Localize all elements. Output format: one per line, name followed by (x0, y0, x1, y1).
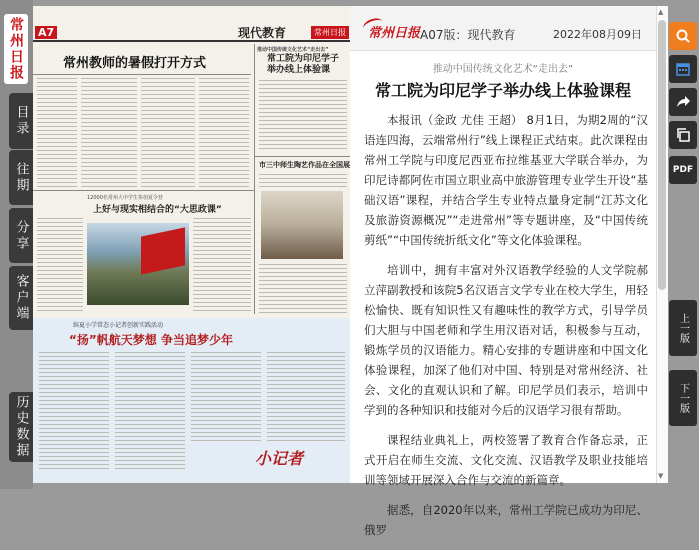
sidebar-item-app[interactable]: 客户端 (9, 266, 33, 330)
calendar-icon (675, 61, 691, 77)
article-panel (350, 6, 656, 537)
paper-band-kicker: 缤夏小学常态小记者创新实践活动 (73, 322, 164, 329)
sidebar-item-contents[interactable]: 目录 (9, 93, 33, 149)
share-icon (675, 94, 691, 110)
paper-header (33, 6, 351, 42)
article-paragraph: 本报讯（金政 尤佳 王超） 8月1日，为期2周的“汉语连四海，云端常州行”线上课程正式结束。此次课程由常州工学院与印度尼西亚布拉维基亚大学联合举办，为印尼诗都阿佐市国立职业高中旅游管理专业学生开设“基础汉语”课程，并结合学生专业特点量身定制“江苏文化及旅游资源概况”“走进常州”等专题讲座，及“中国传统剪纸”“中国传统折纸文化”等文化体验课程。 (364, 113, 648, 247)
pdf-button[interactable] (669, 156, 697, 184)
pdf-icon: PDF (672, 165, 694, 175)
paper-sub2[interactable]: 市三中师生陶艺作品在全国展 (259, 161, 350, 169)
prev-page-button[interactable] (669, 300, 697, 356)
article-logo-text: 常州日报 (368, 26, 421, 41)
share-button[interactable] (669, 88, 697, 116)
sidebar-item-archive[interactable]: 往期 (9, 150, 33, 205)
copy-button[interactable] (669, 121, 697, 149)
brand-logo[interactable]: 常州日报 (4, 14, 28, 84)
paper-sub3[interactable]: 上好与现实相结合的“大思政课” (93, 205, 222, 215)
article-paragraph: 培训中，拥有丰富对外汉语教学经验的人文学院郝立萍副教授和该院5名汉语言文学专业在校大学生，用轻松愉快、既有知识性又有趣味性的教学方式，引导学员们大胆与中国老师和学生用汉语对话，积极参与互动，锻炼学员的汉语能力。精心安排的专题讲座和中国文化体验课程，加深了他们对中国、特别是对常州经济、社会、文化的直观认识和了解。印尼学员们表示，培训中学到的各种知识和技能对今后的汉语学习很有帮助。 (364, 263, 648, 417)
article-paragraph: 课程结业典礼上，两校签署了教育合作备忘录，正式开启在师生交流、文化交流、汉语教学及职业技能培训等领域开展深入合作与交流的新篇章。 (364, 433, 648, 487)
next-page-label: 下一版 (677, 383, 689, 413)
paper-photo-pottery (261, 191, 343, 259)
paper-sub3-kicker: 12000名常州大中学生参加夏令营 (87, 195, 163, 201)
next-page-button[interactable] (669, 370, 697, 426)
article-kicker: 推动中国传统文化艺术“走出去” (432, 64, 574, 75)
article-paragraph: 据悉，自2020年以来，常州工学院已成功为印尼、俄罗 (364, 503, 648, 537)
edition-date: 2022年08月09日 (553, 28, 642, 41)
sidebar-item-history[interactable]: 历史数据 (9, 392, 33, 462)
paper-band-headline[interactable]: “扬”帆航天梦想 争当追梦少年 (69, 333, 233, 347)
paper-sub1-kicker: 推动中国传统文化艺术“走出去” (257, 47, 329, 53)
scroll-down-icon[interactable]: ▼ (658, 472, 664, 480)
paper-masthead: 常州日报 (311, 26, 349, 39)
reporter-brand-logo: 小记者 (255, 449, 304, 468)
copy-icon (675, 127, 691, 143)
paper-sub1[interactable]: 常工院为印尼学子举办线上体验课 (267, 54, 340, 75)
sidebar-item-share[interactable]: 分享 (9, 208, 33, 263)
scrollbar-thumb[interactable] (658, 20, 666, 290)
article-body (364, 110, 648, 550)
page-code: A7 (35, 26, 57, 39)
edition-label: A07版：现代教育 (420, 28, 516, 42)
search-button[interactable] (669, 22, 697, 50)
article-header (350, 6, 656, 51)
newspaper-page[interactable] (33, 6, 351, 483)
prev-page-label: 上一版 (677, 313, 689, 343)
scroll-up-icon[interactable]: ▲ (658, 8, 664, 16)
paper-section: 现代教育 (238, 26, 287, 40)
calendar-button[interactable] (669, 55, 697, 83)
paper-headline[interactable]: 常州教师的暑假打开方式 (63, 56, 207, 71)
search-icon (675, 28, 691, 44)
article-title: 常工院为印尼学子举办线上体验课程 (374, 81, 631, 100)
